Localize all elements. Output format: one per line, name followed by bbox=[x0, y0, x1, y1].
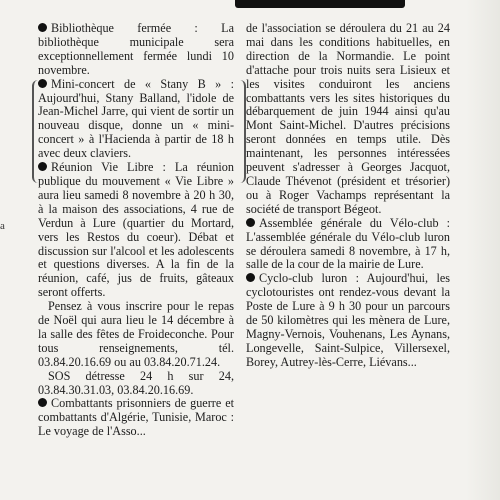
bullet-icon bbox=[38, 162, 47, 171]
item-combattants: Combattants prisonniers de guerre et combattants d'Algérie, Tunisie, Maroc : Le voyage de l'Asso... bbox=[38, 396, 234, 439]
item-sos-detresse: SOS détresse 24 h sur 24, 03.84.30.31.03, 03.84.20.16.69. bbox=[38, 368, 234, 397]
item-vie-libre: Réunion Vie Libre : La réunion publique du mouvement « Vie Libre » aura lieu samedi 8 novembre à 20 h 30, à la maison des associations, 4 rue de Verdun à Lure (quartier du Mortard, vers les Restos du coeur). Débat et discussion sur l'alcool et les adolescents et questions diverses. A la fin de la réunion, café, jus de fruits, gâteaux seront offerts. bbox=[38, 160, 234, 300]
item-repas-noel: Pensez à vous inscrire pour le repas de Noël qui aura lieu le 14 décembre à la salle des fêtes de Froideconche. Pour tous renseignements, tél. 03.84.20.16.69 ou au 03.84.20.71.24. bbox=[38, 299, 234, 369]
bullet-icon bbox=[246, 218, 255, 227]
bullet-icon bbox=[38, 398, 47, 407]
item-bibliotheque: Bibliothèque fermée : La bibliothèque municipale sera exceptionnellement fermée lundi 10 novembre. bbox=[38, 21, 234, 77]
bullet-icon bbox=[38, 79, 47, 88]
item-velo-club: Assemblée générale du Vélo-club : L'assemblée générale du Vélo-club luron se déroulera samedi 8 novembre, à 17 h, salle de la cour de la mairie de Lure. bbox=[246, 215, 450, 272]
left-column bbox=[38, 22, 234, 439]
bullet-icon bbox=[246, 273, 255, 282]
header-bar bbox=[235, 0, 405, 8]
margin-mark: a bbox=[0, 220, 5, 232]
item-voyage-continued: de l'association se déroulera du 21 au 24 mai dans les conditions habituelles, en direction de la Normandie. Le point d'attache pour trois nuits sera Lisieux et les visites conduiront les anciens combattants vers les sites historiques du débarquement de juin 1944 ainsi qu'au Mont Saint-Michel. D'autres précisions seront données en temps utile. Dès maintenant, les personnes intéressées peuvent s'adresser à Georges Jacquot, Claude Thévenot (président et trésorier) ou à Roger Vachamps représentant la société de transport Bégeot. bbox=[246, 21, 450, 216]
bullet-icon bbox=[38, 23, 47, 32]
right-column bbox=[246, 22, 450, 370]
item-cyclo-club: Cyclo-club luron : Aujourd'hui, les cyclotouristes ont rendez-vous devant la Poste de Lure à 9 h 30 pour un parcours de 50 kilomètres qui les mènera de Lure, Magny-Vernois, Vouhenans, Les Aynans, Longevelle, Saint-Sulpice, Villersexel, Borey, Autrey-lès-Cerre, Liévans... bbox=[246, 271, 450, 369]
page-edge bbox=[466, 0, 500, 500]
item-mini-concert: Mini-concert de « Stany B » : Aujourd'hui, Stany Balland, l'idole de Jean-Michel Jarre, qui vient de sortir un nouveau disque, donne un « mini-concert » à l'Hacienda à partir de 18 h avec deux claviers. bbox=[38, 76, 234, 161]
